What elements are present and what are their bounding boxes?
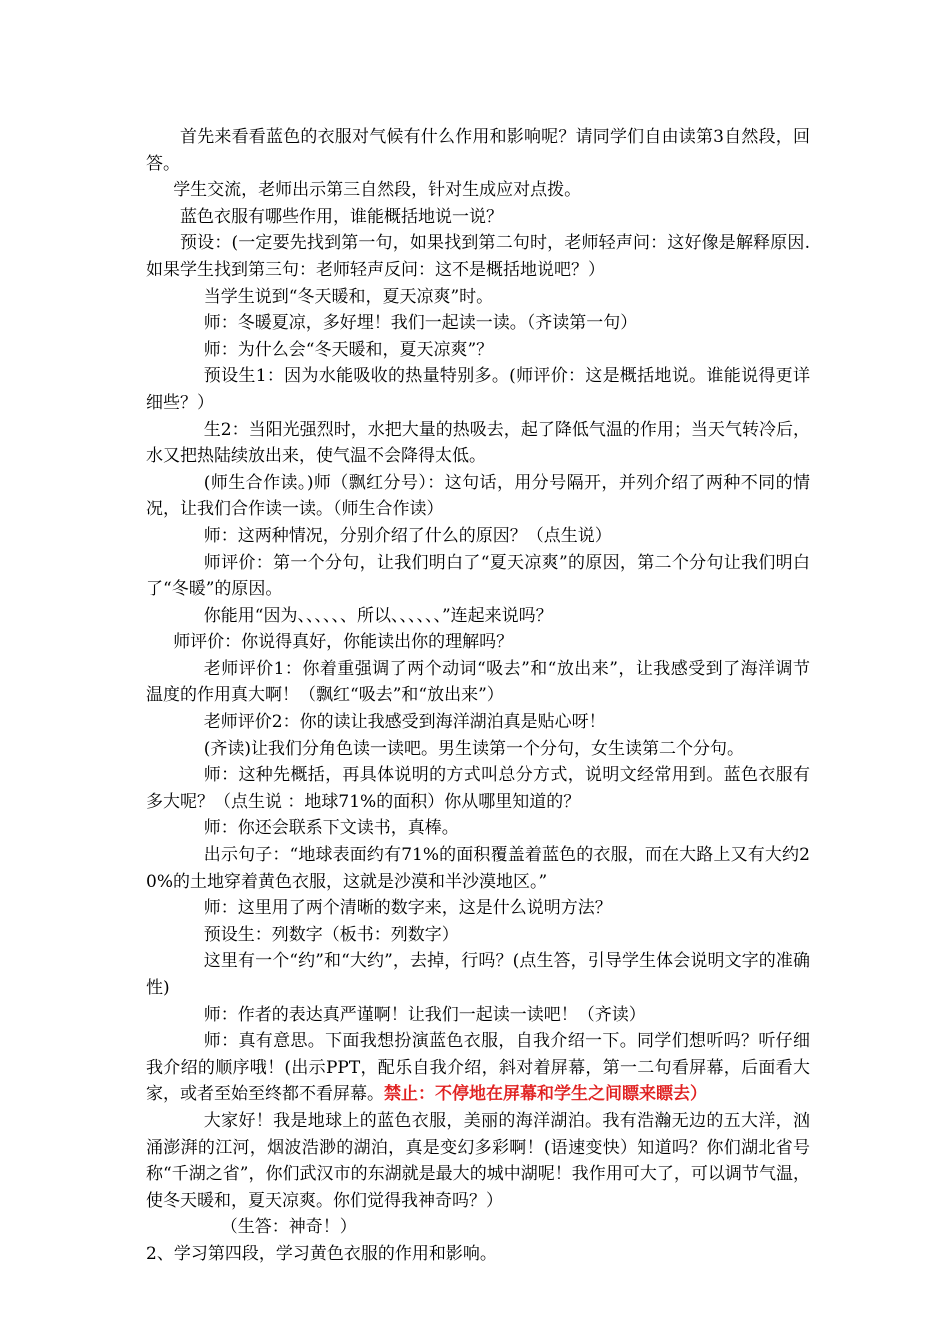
warning-text: 禁止：不停地在屏幕和学生之间瞟来瞟去） (384, 1084, 707, 1105)
paragraph-numbers-method: 师：这里用了两个清晰的数字来，这是什么说明方法？ (203, 898, 612, 919)
paragraph-list-numbers: 预设生：列数字（板书：列数字） (203, 924, 459, 945)
paragraph-evaluation-1: 老师评价1：你着重强调了两个动词“吸去”和“放出来”，让我感受到了海洋调节温度的作用真大啊！（飘红“吸去”和“放出来”） (146, 658, 810, 706)
paragraph-blue-clothes-speech: 大家好！我是地球上的蓝色衣服，美丽的海洋湖泊。我有浩瀚无边的五大洋，汹涌澎湃的江河，烟波浩渺的湖泊，真是变幻多彩啊！(语速变快）知道吗？你们湖北省号称“千湖之省”，你们武汉市的东湖就是最大的城中湖呢！我作用可大了，可以调节气温，使冬天暖和，夏天凉爽。你们觉得我神奇吗？） (146, 1110, 810, 1211)
paragraph-student-says: 当学生说到“冬天暖和，夏天凉爽”时。 (203, 286, 494, 307)
paragraph-teacher-praise: 师评价：你说得真好，你能读出你的理解吗？ (173, 632, 514, 653)
paragraph-two-situations: 师：这两种情况，分别介绍了什么的原因？（点生说） (203, 525, 612, 546)
paragraph-teacher-read: 师：冬暖夏凉，多好埋！我们一起读一读。（齐读第一句） (203, 313, 638, 334)
paragraph-teacher-evaluation: 师评价：第一个分句，让我们明白了“夏天凉爽”的原因，第二个分句让我们明白了“冬暖”的原因。 (146, 552, 810, 600)
paragraph-about-words: 这里有一个“约”和“大约”，去掉，行吗？(点生答，引导学生体会说明文字的准确性) (146, 951, 810, 998)
paragraph-teacher-why: 师：为什么会“冬天暖和，夏天凉爽”？ (203, 339, 494, 360)
paragraph-general-specific: 师：这种先概括，再具体说明的方式叫总分方式，说明文经常用到。蓝色衣服有多大呢？（点生说 ：地球71%的面积）你从哪里知道的？ (146, 765, 810, 812)
paragraph-rigorous-expression: 师：作者的表达真严谨啊！让我们一起读一读吧！（齐读） (203, 1004, 646, 1025)
paragraph-show-sentence: 出示句子：“地球表面约有71%的面积覆盖着蓝色的衣服，而在大路上又有大约20%的土地穿着黄色衣服，这就是沙漠和半沙漠地区。” (146, 845, 810, 892)
paragraph-student-answer: （生答：神奇！） (220, 1217, 357, 1238)
paragraph-cooperative-read: (师生合作读。)师（飘红分号）：这句话，用分号隔开，并列介绍了两种不同的情况，让我们合作读一读。（师生合作读） (146, 472, 810, 520)
paragraph-blue-clothes-role: 蓝色衣服有哪些作用，谁能概括地说一说？ (180, 206, 503, 227)
paragraph-context-read: 师：你还会联系下文读书，真棒。 (203, 818, 459, 839)
paragraph-role-read: (齐读)让我们分角色读一读吧。男生读第一个分句，女生读第二个分句。 (203, 738, 745, 759)
paragraph-student-2: 生2：当阳光强烈时，水把大量的热吸去，起了降低气温的作用；当天气转冷后，水又把热陆续放出来，使气温不会降得太低。 (146, 419, 810, 467)
paragraph-intro-question: 首先来看看蓝色的衣服对气候有什么作用和影响呢？请同学们自由读第3自然段，回答。 (146, 127, 810, 174)
self-intro-text: 师：真有意思。下面我想扮演蓝色衣服，自我介绍一下。同学们想听吗？听仔细我介绍的顺序哦！(出示PPT，配乐自我介绍，斜对着屏幕，第一二句看屏幕，后面看大家，或者至始至终都不看屏幕。 (146, 1031, 810, 1105)
paragraph-self-intro (146, 1028, 810, 1108)
paragraph-student-exchange: 学生交流，老师出示第三自然段，针对生成应对点拨。 (173, 180, 582, 201)
paragraph-preset-note: 预设：(一定要先找到第一句，如果找到第二句时，老师轻声问：这好像是解释原因.如果学生找到第三句：老师轻声反问：这不是概括地说吧？） (146, 233, 810, 280)
paragraph-because-so: 你能用“因为、、、、、、所以、、、、、、”连起来说吗？ (203, 605, 553, 626)
paragraph-preset-student-1: 预设生1：因为水能吸收的热量特别多。(师评价：这是概括地说。谁能说得更详细些？） (146, 366, 810, 413)
paragraph-section-2-heading: 2、学习第四段，学习黄色衣服的作用和影响。 (146, 1243, 497, 1264)
paragraph-evaluation-2: 老师评价2：你的读让我感受到海洋湖泊真是贴心呀！ (203, 712, 606, 733)
document-body (146, 124, 810, 1268)
